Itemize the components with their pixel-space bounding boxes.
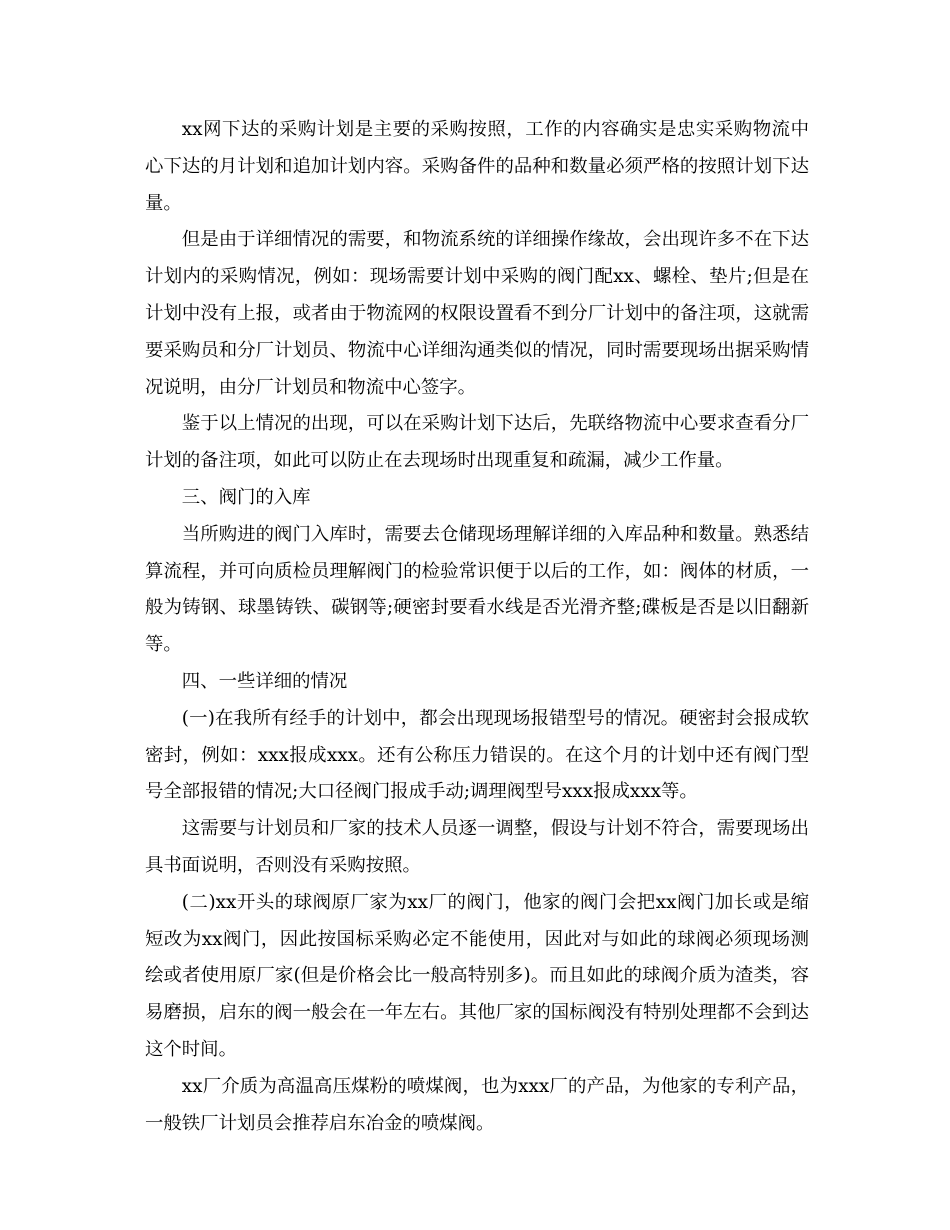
paragraph-valve-storage: 当所购进的阀门入库时，需要去仓储现场理解详细的入库品种和数量。熟悉结算流程，并可向质检员理解阀门的检验常识便于以后的工作，如：阀体的材质，一般为铸钢、球墨铸铁、碳钢等;硬密封要看水线是否光滑齐整;碟板是否是以旧翻新等。 [145, 523, 809, 656]
section-heading-valve-storage: 三、阀门的入库 [181, 486, 311, 508]
paragraph-ball-valves: (二)xx开头的球阀原厂家为xx厂的阀门，他家的阀门会把xx阀门加长或是缩短改为xx阀门，因此按国标采购必定不能使用，因此对与如此的球阀必须现场测绘或者使用原厂家(但是价格会比一般高特别多)。而且如此的球阀介质为渣类，容易磨损，启东的阀一般会在一年左右。其他厂家的国标阀没有特别处理都不会到达这个时间。 [145, 891, 809, 1060]
paragraph-unplanned-purchases: 但是由于详细情况的需要，和物流系统的详细操作缘故，会出现许多不在下达计划内的采购情况，例如：现场需要计划中采购的阀门配xx、螺栓、垫片;但是在计划中没有上报，或者由于物流网的权限设置看不到分厂计划中的备注项，这就需要采购员和分厂计划员、物流中心详细沟通类似的情况，同时需要现场出据采购情况说明，由分厂计划员和物流中心签字。 [145, 229, 809, 398]
section-heading-details: 四、一些详细的情况 [181, 670, 348, 692]
paragraph-plan-basis: xx网下达的采购计划是主要的采购按照，工作的内容确实是忠实采购物流中心下达的月计划和追加计划内容。采购备件的品种和数量必须严格的按照计划下达量。 [145, 119, 809, 214]
document-page [145, 112, 809, 1142]
paragraph-adjustment: 这需要与计划员和厂家的技术人员逐一调整，假设与计划不符合，需要现场出具书面说明，否则没有采购按照。 [145, 818, 809, 876]
paragraph-check-notes: 鉴于以上情况的出现，可以在采购计划下达后，先联络物流中心要求查看分厂计划的备注项，如此可以防止在去现场时出现重复和疏漏，减少工作量。 [145, 413, 809, 472]
paragraph-coal-injection-valve: xx厂介质为高温高压煤粉的喷煤阀，也为xxx厂的产品，为他家的专利产品，一般铁厂计划员会推荐启东冶金的喷煤阀。 [145, 1075, 809, 1134]
paragraph-model-errors: (一)在我所有经手的计划中，都会出现现场报错型号的情况。硬密封会报成软密封，例如：xxx报成xxx。还有公称压力错误的。在这个月的计划中还有阀门型号全部报错的情况;大口径阀门报成手动;调理阀型号xxx报成xxx等。 [145, 707, 809, 803]
